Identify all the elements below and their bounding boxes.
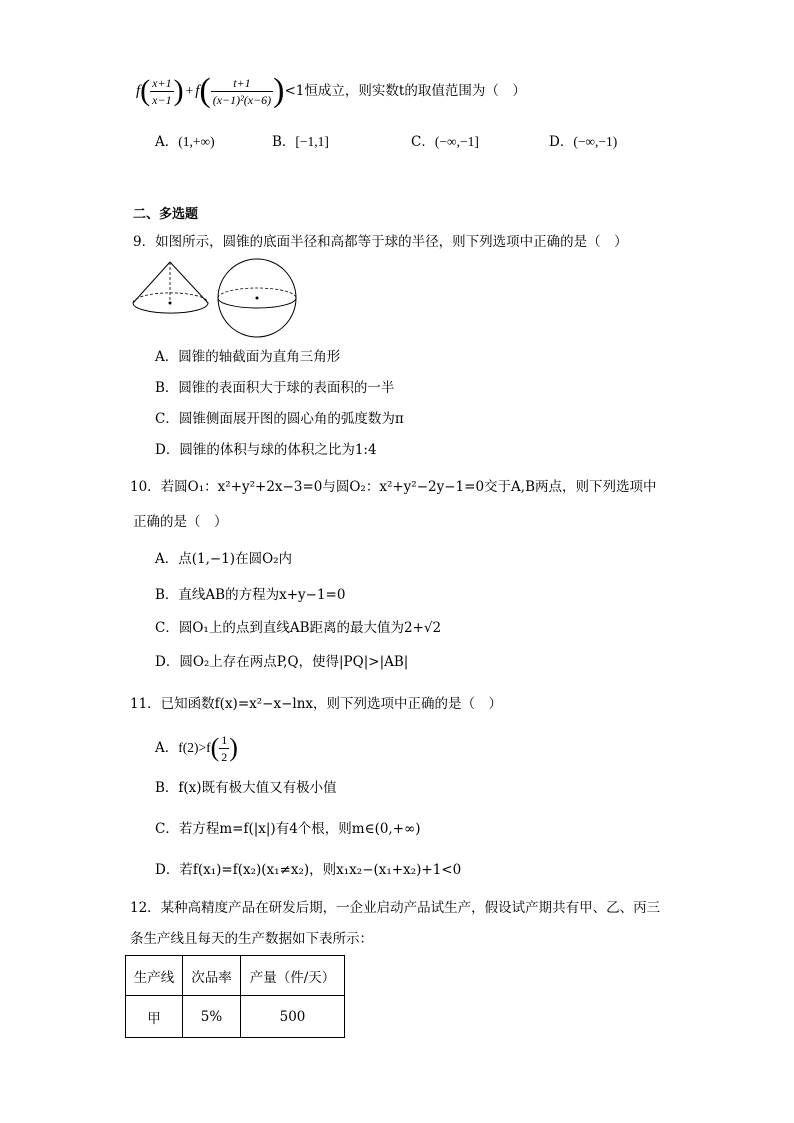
q10-option-d: D．圆O₂上存在两点P,Q，使得|PQ|>|AB|: [155, 654, 409, 670]
q8-tail-text: <1恒成立，则实数t的取值范围为（ ）: [284, 82, 526, 99]
table-header-cell: 生产线: [126, 956, 183, 996]
q8-option-c: C．(−∞,−1]: [411, 134, 479, 150]
q12-stem-line2: 条生产线且每天的生产数据如下表所示：: [130, 931, 373, 947]
q8-f1: f: [136, 83, 141, 99]
q10-stem-line2: 正确的是（ ）: [133, 514, 228, 530]
sphere-figure: [218, 259, 296, 337]
q11-option-a: A． f(2)>f ( $\frac{1}{2}$ ): [155, 732, 238, 764]
q11-stem: 11．已知函数f(x)=x²−x−lnx，则下列选项中正确的是（ ）: [130, 696, 503, 712]
q12-stem-line1: 12．某种高精度产品在研发后期，一企业启动产品试生产，假设试产期共有甲、乙、丙三: [130, 900, 661, 916]
q8-option-a: A．(1,+∞): [155, 134, 215, 150]
table-cell: 甲: [126, 996, 183, 1038]
q8-paren-close-1: ): [173, 74, 184, 107]
q10-option-a: A．点(1,−1)在圆O₂内: [155, 551, 293, 567]
table-header-cell: 产量（件/天）: [241, 956, 345, 996]
q8-paren-open-2: (: [199, 72, 211, 109]
cone-figure: [133, 262, 208, 313]
q9-option-d: D．圆锥的体积与球的体积之比为1:4: [155, 442, 377, 458]
q8-formula-line: [136, 70, 526, 112]
table-header-row: [126, 956, 345, 996]
section-title: 二、多选题: [133, 207, 199, 222]
q10-option-b: B．直线AB的方程为x+y−1=0: [155, 587, 346, 603]
q9-figure: [130, 258, 305, 340]
q11-half-fraction: $\frac{1}{2}$: [221, 732, 228, 764]
q8-plus: +: [185, 82, 194, 98]
q8-paren-close-2: ): [273, 72, 285, 109]
q8-frac2: $\frac{t+1}{\text{(x−1)²(x−6)}}$: [212, 75, 272, 107]
q11-option-c: C．若方程m=f(|x|)有4个根，则m∈(0,+∞): [155, 821, 421, 837]
q9-option-b: B．圆锥的表面积大于球的表面积的一半: [155, 380, 395, 396]
q11-option-d: D．若f(x₁)=f(x₂)(x₁≠x₂)，则x₁x₂−(x₁+x₂)+1<0: [155, 862, 462, 878]
q10-stem-line1: 10．若圆O₁：x²+y²+2x−3=0与圆O₂：x²+y²−2y−1=0交于A,B两点，则下列选项中: [130, 479, 657, 495]
q9-stem: 9．如图所示，圆锥的底面半径和高都等于球的半径，则下列选项中正确的是（ ）: [133, 234, 628, 250]
q10-option-c: C．圆O₁上的点到直线AB距离的最大值为2+√2: [155, 620, 442, 636]
q8-paren-open-1: (: [140, 74, 151, 107]
table-header-cell: 次品率: [183, 956, 241, 996]
table-cell: 5%: [183, 996, 241, 1038]
q8-f2: f: [195, 83, 200, 99]
production-table: [125, 955, 345, 1038]
q8-option-b: B．[−1,1]: [272, 134, 329, 150]
q9-option-c: C．圆锥侧面展开图的圆心角的弧度数为π: [155, 411, 404, 427]
q11-option-b: B．f(x)既有极大值又有极小值: [155, 780, 337, 796]
table-row: [126, 996, 345, 1038]
q9-option-a: A．圆锥的轴截面为直角三角形: [155, 349, 341, 365]
q8-option-d: D．(−∞,−1): [549, 134, 618, 150]
q8-frac1: $\frac{x+1}{x-1}$: [152, 75, 172, 107]
table-cell: 500: [241, 996, 345, 1038]
